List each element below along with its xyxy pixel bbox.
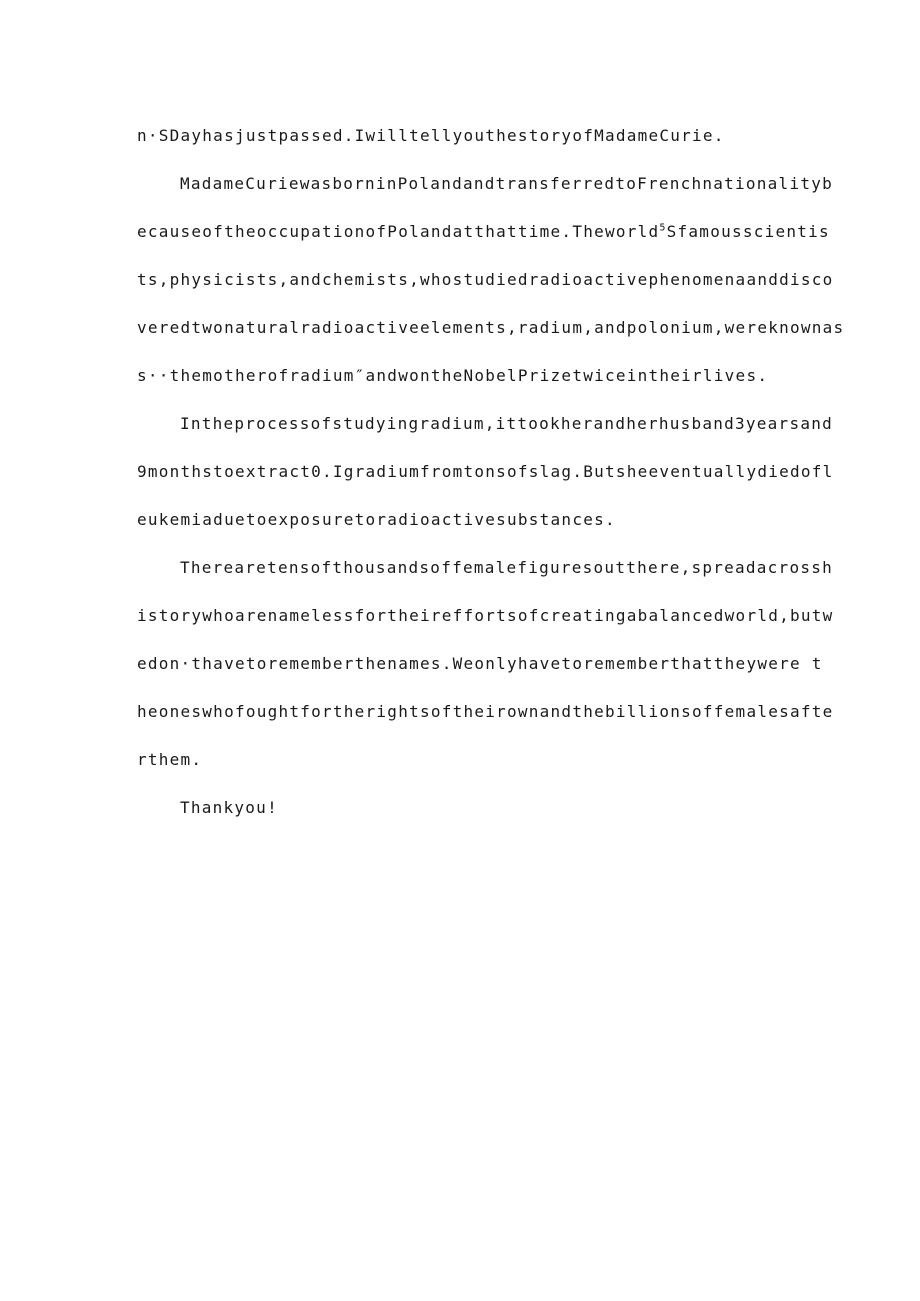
closing-line (137, 790, 787, 838)
paragraph-3-line-1 (137, 406, 833, 454)
paragraph-2-line-3 (137, 262, 834, 310)
paragraph-4-line-5 (137, 742, 787, 790)
text-run: ecauseoftheoccupationofPolandatthattime.Theworld (137, 222, 660, 241)
paragraph-4-line-4 (137, 694, 834, 742)
superscript-mark: 5 (659, 222, 667, 234)
paragraph-2-line-5 (137, 358, 787, 406)
paragraph-4-line-3 (137, 646, 823, 694)
document-body (137, 118, 845, 838)
text-run: Sfamousscientis (666, 222, 830, 241)
paragraph-2-line-2 (137, 214, 830, 262)
paragraph-4-line-1 (137, 550, 833, 598)
text-run: s··themotherofradium″andwontheNobelPrizetwiceintheirlives. (137, 366, 769, 385)
text-run: eukemiaduetoexposuretoradioactivesubstances. (137, 510, 616, 529)
paragraph-2-line-1 (137, 166, 833, 214)
text-run: MadameCuriewasborninPolandandtransferredtoFrenchnationalityb (180, 174, 833, 193)
paragraph-1-line-1 (137, 118, 787, 166)
text-run: 9monthstoextract0.Igradiumfromtonsofslag.Butsheeventuallydiedofl (137, 462, 834, 481)
text-run: Intheprocessofstudyingradium,ittookherandherhusband3yearsand (180, 414, 833, 433)
text-run: Thankyou! (180, 798, 278, 817)
text-run: ts,physicists,andchemists,whostudiedradioactivephenomenaanddisco (137, 270, 834, 289)
paragraph-3-line-3 (137, 502, 787, 550)
text-run: Therearetensofthousandsoffemalefiguresoutthere,spreadacrossh (180, 558, 833, 577)
paragraph-2-line-4 (137, 310, 845, 358)
text-run: edon·thavetorememberthenames.Weonlyhavetorememberthattheywere t (137, 654, 823, 673)
text-run: istorywhoarenamelessfortheireffortsofcreatingabalancedworld,butw (137, 606, 834, 625)
paragraph-3-line-2 (137, 454, 834, 502)
text-run: n·SDayhasjustpassed.IwilltellyouthestoryofMadameCurie. (137, 126, 725, 145)
text-run: rthem. (137, 750, 203, 769)
paragraph-4-line-2 (137, 598, 834, 646)
text-run: heoneswhofoughtfortherightsoftheirownandthebillionsoffemalesafte (137, 702, 834, 721)
text-run: veredtwonaturalradioactiveelements,radium,andpolonium,wereknownas (137, 318, 845, 337)
